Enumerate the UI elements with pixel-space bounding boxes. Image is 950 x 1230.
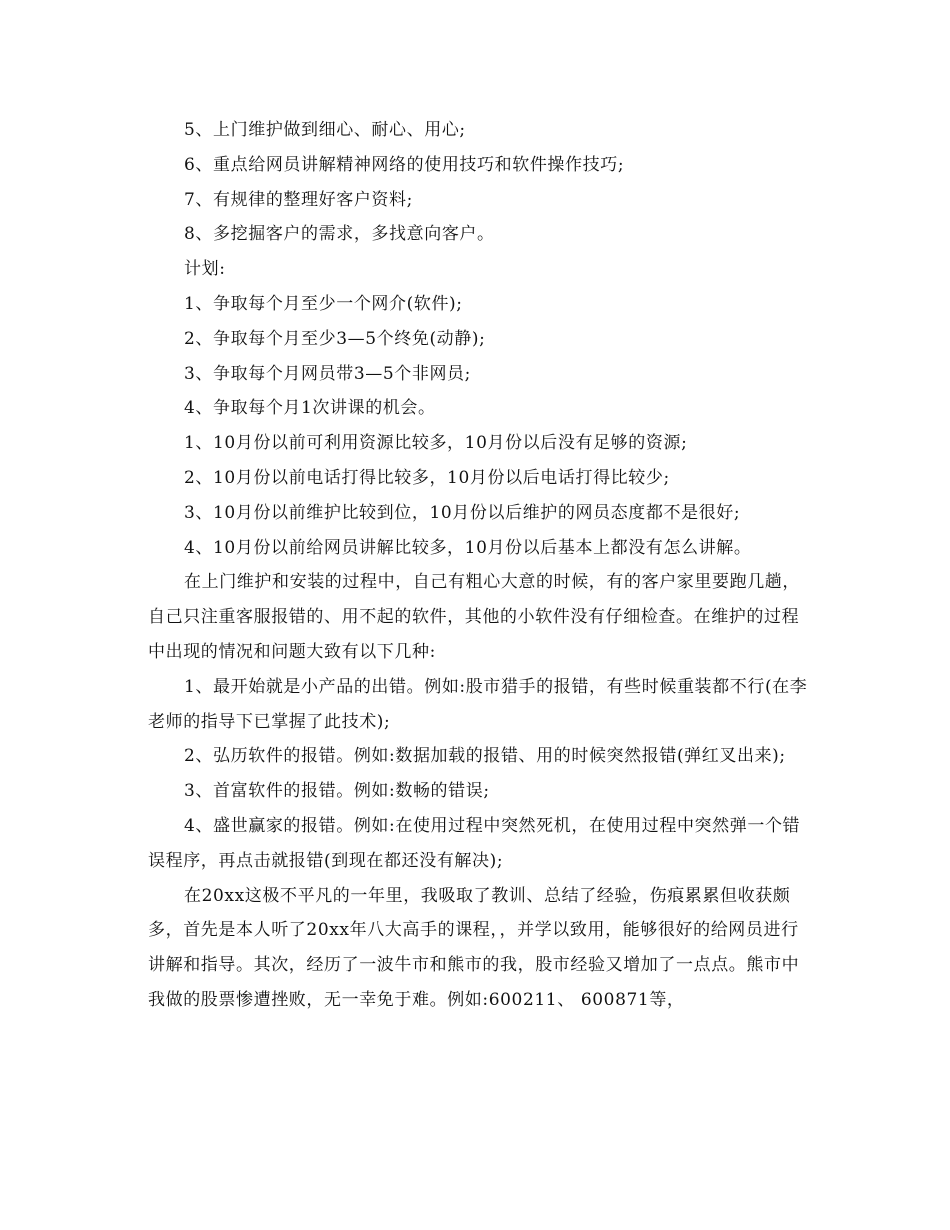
paragraph-text: 在上门维护和安装的过程中，自己有粗心大意的时候，有的客户家里要跑几趟，自己只注重客服报错的、用不起的软件，其他的小软件没有仔细检查。在维护的过程中出现的情况和问题大致有以下几种: bbox=[148, 572, 800, 662]
paragraph-item: 2、弘历软件的报错。例如:数据加载的报错、用的时候突然报错(弹红叉出来); bbox=[184, 746, 786, 767]
paragraph-text: 在20xx这极不平凡的一年里，我吸取了教训、总结了经验，伤痕累累但收获颇多，首先是本人听了20xx年八大高手的课程，，并学以致用，能够很好的给网员进行讲解和指导。其次，经历了一波牛市和熊市的我，股市经验又增加了一点点。熊市中我做的股票惨遭挫败，无一幸免于难。例如:600211、 600871等， bbox=[148, 885, 800, 1010]
paragraph-item: 8、多挖掘客户的需求，多找意向客户。 bbox=[184, 224, 495, 245]
paragraph-item: 4、10月份以前给网员讲解比较多，10月份以后基本上都没有怎么讲解。 bbox=[184, 537, 752, 558]
paragraph-item: 3、10月份以前维护比较到位，10月份以后维护的网员态度都不是很好; bbox=[184, 502, 741, 523]
paragraph-item: 1、10月份以前可利用资源比较多，10月份以后没有足够的资源; bbox=[184, 433, 688, 454]
paragraph-item: 3、争取每个月网员带3—5个非网员; bbox=[184, 363, 471, 384]
paragraph-item: 2、10月份以前电话打得比较多，10月份以后电话打得比较少; bbox=[184, 467, 670, 488]
document-body bbox=[148, 113, 808, 1018]
paragraph-item: 7、有规律的整理好客户资料; bbox=[184, 189, 413, 210]
section-heading-plan: 计划: bbox=[184, 259, 226, 280]
paragraph-item: 4、争取每个月1次讲课的机会。 bbox=[184, 398, 436, 419]
paragraph-item: 3、首富软件的报错。例如:数畅的错误; bbox=[184, 781, 490, 802]
paragraph-item: 2、争取每个月至少3—5个终免(动静); bbox=[184, 328, 486, 349]
paragraph-item: 1、最开始就是小产品的出错。例如:股市猎手的报错，有些时候重装都不行(在李老师的指导下已掌握了此技术); bbox=[148, 676, 808, 732]
paragraph-item: 1、争取每个月至少一个网介(软件); bbox=[184, 293, 463, 314]
paragraph-item: 6、重点给网员讲解精神网络的使用技巧和软件操作技巧; bbox=[184, 154, 625, 175]
paragraph-item: 5、上门维护做到细心、耐心、用心; bbox=[184, 120, 466, 140]
paragraph-item: 4、盛世赢家的报错。例如:在使用过程中突然死机，在使用过程中突然弹一个错误程序，再点击就报错(到现在都还没有解决); bbox=[148, 815, 801, 871]
